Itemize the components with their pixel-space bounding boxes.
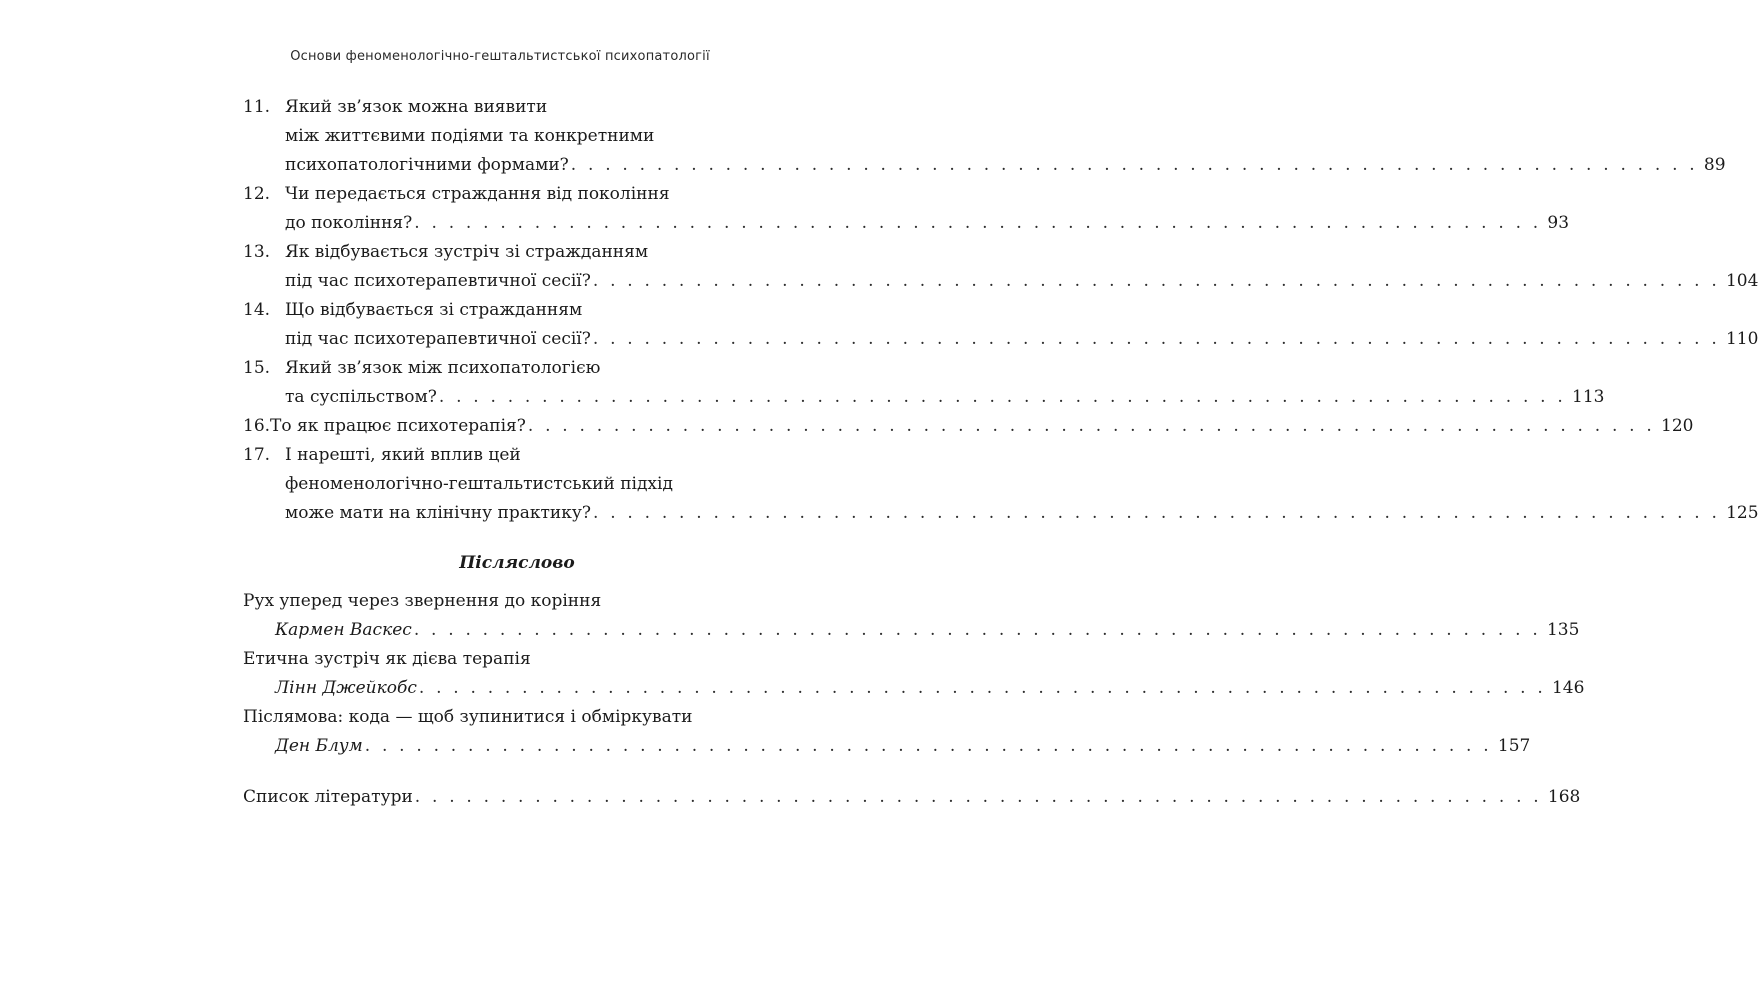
- toc-entry-13[interactable]: [243, 238, 1759, 296]
- toc-line: до покоління?: [285, 213, 413, 233]
- afterword-entry-title: Післямова: кода — щоб зупинитися і обміркувати: [243, 707, 693, 727]
- page-number: 113: [1572, 387, 1605, 407]
- author-name: Ден Блум: [275, 736, 363, 756]
- page-number: 104: [1725, 271, 1759, 291]
- page-number: 157: [1497, 736, 1531, 756]
- page-number: 146: [1551, 678, 1585, 698]
- toc-line: Який зв’язок між психопатологією: [285, 358, 601, 378]
- dot-leader: . . . . . . . . . . . . . . . . . . . . . . . . . . . . . . . . . . . . . . . . . . . . . . . . . . . . . . . . . . . . . . . . . .: [413, 620, 1541, 640]
- page-number: 89: [1703, 155, 1726, 175]
- afterword-entry[interactable]: [243, 703, 1531, 761]
- toc-line: Чи передається страждання від покоління: [285, 184, 670, 204]
- dot-leader: . . . . . . . . . . . . . . . . . . . . . . . . . . . . . . . . . . . . . . . . . . . . . . . . . . . . . . . . . . . . . . . . . .: [418, 678, 1546, 698]
- toc-line: І нарешті, який вплив цей: [285, 445, 521, 465]
- toc-entry-14[interactable]: [243, 296, 1759, 354]
- section-title-afterword: Післяслово: [459, 553, 575, 573]
- dot-leader: . . . . . . . . . . . . . . . . . . . . . . . . . . . . . . . . . . . . . . . . . . . . . . . . . . . . . . . . . . . . . . . . . .: [414, 213, 1542, 233]
- running-head: Основи феноменологічно-гештальтистської психопатології: [290, 49, 710, 64]
- toc-number: 15.: [243, 358, 271, 378]
- author-name: Лінн Джейкобс: [275, 678, 417, 698]
- afterword-entry[interactable]: [243, 587, 1580, 645]
- dot-leader: . . . . . . . . . . . . . . . . . . . . . . . . . . . . . . . . . . . . . . . . . . . . . . . . . . . . . . . . . . . . . . . . . .: [570, 155, 1698, 175]
- afterword-entry-title: Рух уперед через звернення до коріння: [243, 591, 602, 611]
- toc-line: та суспільством?: [285, 387, 437, 407]
- toc-number: 13.: [243, 242, 271, 262]
- toc-entry-bibliography[interactable]: [243, 783, 1581, 812]
- page-number: 93: [1547, 213, 1570, 233]
- dot-leader: . . . . . . . . . . . . . . . . . . . . . . . . . . . . . . . . . . . . . . . . . . . . . . . . . . . . . . . . . . . . . . . . . .: [527, 416, 1655, 436]
- dot-leader: . . . . . . . . . . . . . . . . . . . . . . . . . . . . . . . . . . . . . . . . . . . . . . . . . . . . . . . . . . . . . . . . . .: [592, 271, 1720, 291]
- table-of-contents: [243, 93, 1759, 812]
- dot-leader: . . . . . . . . . . . . . . . . . . . . . . . . . . . . . . . . . . . . . . . . . . . . . . . . . . . . . . . . . . . . . . . . . .: [438, 387, 1566, 407]
- toc-number: 14.: [243, 300, 271, 320]
- toc-entry-11[interactable]: [243, 93, 1726, 180]
- dot-leader: . . . . . . . . . . . . . . . . . . . . . . . . . . . . . . . . . . . . . . . . . . . . . . . . . . . . . . . . . . . . . . . . . .: [364, 736, 1492, 756]
- afterword-entry[interactable]: [243, 645, 1585, 703]
- toc-line: Як відбувається зустріч зі стражданням: [285, 242, 649, 262]
- toc-line: Який зв’язок можна виявити: [285, 97, 548, 117]
- dot-leader: . . . . . . . . . . . . . . . . . . . . . . . . . . . . . . . . . . . . . . . . . . . . . . . . . . . . . . . . . . . . . . . . . .: [414, 787, 1542, 807]
- toc-number: 12.: [243, 184, 271, 204]
- bibliography-title: Список літератури: [243, 787, 413, 807]
- toc-line: під час психотерапевтичної сесії?: [285, 329, 591, 349]
- page-number: 120: [1661, 416, 1694, 436]
- toc-line: між життєвими подіями та конкретними: [285, 126, 655, 146]
- toc-entry-12[interactable]: [243, 180, 1570, 238]
- toc-entry-17[interactable]: [243, 441, 1759, 528]
- toc-line: феноменологічно-гештальтистський підхід: [285, 474, 673, 494]
- toc-entry-16[interactable]: [243, 412, 1694, 441]
- dot-leader: . . . . . . . . . . . . . . . . . . . . . . . . . . . . . . . . . . . . . . . . . . . . . . . . . . . . . . . . . . . . . . . . . .: [592, 503, 1721, 523]
- afterword-entry-title: Етична зустріч як дієва терапія: [243, 649, 531, 669]
- toc-line: може мати на клінічну практику?: [285, 503, 591, 523]
- toc-line: під час психотерапевтичної сесії?: [285, 271, 591, 291]
- dot-leader: . . . . . . . . . . . . . . . . . . . . . . . . . . . . . . . . . . . . . . . . . . . . . . . . . . . . . . . . . . . . . . . . . .: [592, 329, 1720, 349]
- section-divider: [243, 761, 781, 783]
- toc-entry-15[interactable]: [243, 354, 1605, 412]
- page-number: 110: [1725, 329, 1759, 349]
- toc-number: 16.: [243, 416, 271, 436]
- toc-line: Що відбувається зі стражданням: [285, 300, 583, 320]
- page-number: 125: [1726, 503, 1759, 523]
- author-name: Кармен Васкес: [275, 620, 412, 640]
- page-number: 168: [1547, 787, 1581, 807]
- toc-line: психопатологічними формами?: [285, 155, 569, 175]
- toc-number: 11.: [243, 97, 271, 117]
- page-number: 135: [1546, 620, 1580, 640]
- toc-number: 17.: [243, 445, 271, 465]
- toc-line: То як працює психотерапія?: [270, 416, 526, 436]
